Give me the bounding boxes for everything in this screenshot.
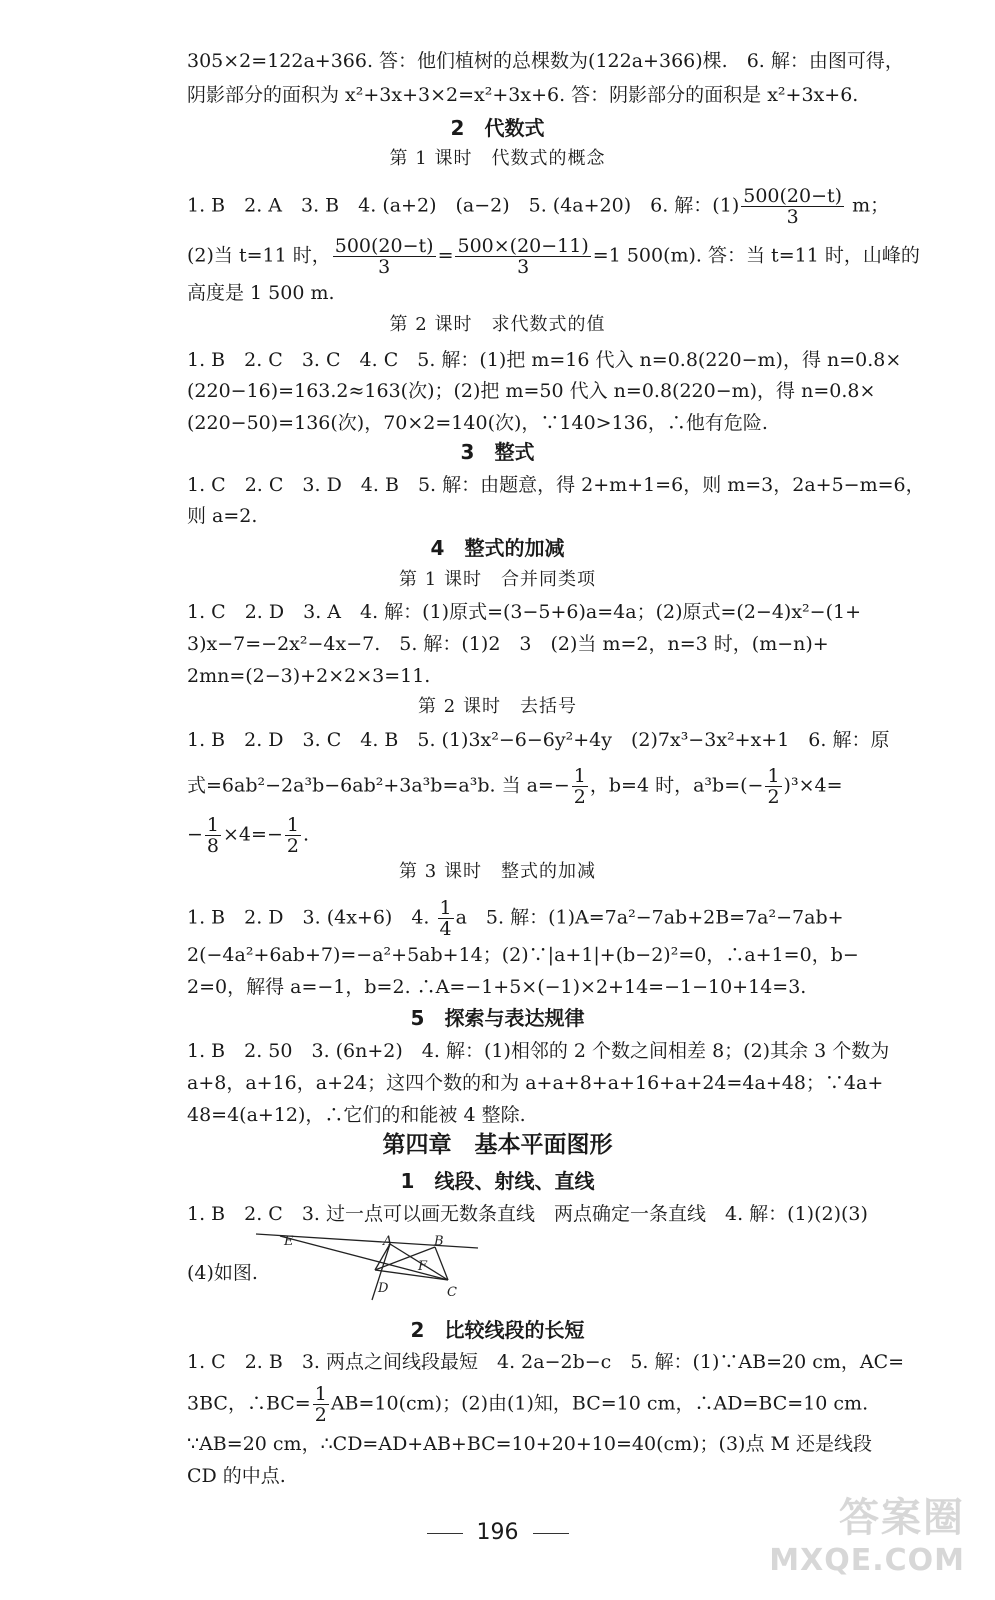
segment-b-c — [435, 1247, 448, 1280]
section-title: 2 比较线段的长短 — [410, 1318, 585, 1342]
point-label-d: D — [378, 1281, 389, 1296]
fraction: $\frac{1}{2}$ — [314, 1383, 327, 1426]
fraction: $\frac{1}{4}$ — [439, 897, 452, 940]
lesson-title: 第 1 课时 代数式的概念 — [389, 148, 606, 169]
point-label-b: B — [434, 1234, 444, 1249]
section-title: 5 探索与表达规律 — [410, 1006, 585, 1030]
fraction: $\frac{1}{2}$ — [286, 814, 299, 857]
geometry-figure — [250, 1228, 485, 1308]
text-line: 2mn=(2−3)+2×2×3=11. — [187, 665, 431, 687]
text-line: − $\frac{1}{8}$ ×4=− $\frac{1}{2}$ . — [187, 814, 310, 857]
text-line: 2=0，解得 a=−1，b=2. ∴A=−1+5×(−1)×2+14=−1−10+14=3. — [187, 976, 807, 998]
section-title: 2 代数式 — [450, 116, 545, 140]
page-number: 196 — [0, 1518, 995, 1548]
fraction: $\frac{1}{8}$ — [206, 814, 220, 857]
fraction: $\frac{500\times(20-11)}{3}$ — [457, 235, 589, 278]
lesson-title: 第 1 课时 合并同类项 — [399, 569, 596, 590]
section-title: 3 整式 — [460, 440, 535, 464]
text-line: 1. B 2. 50 3. (6n+2) 4. 解：(1)相邻的 2 个数之间相差 8；(2)其余 3 个数为 — [187, 1040, 890, 1062]
point-label-f: F — [418, 1259, 428, 1274]
text-line: 式=6ab²−2a³b−6ab²+3a³b=a³b. 当 a=− $\frac{1}{2}$ ，b=4 时，a³b=(− $\frac{1}{2}$ )³×4= — [187, 765, 843, 808]
section-title: 4 整式的加减 — [430, 536, 565, 560]
text-line: (4)如图. — [187, 1262, 258, 1284]
watermark-url: MXQE.COM — [769, 1543, 965, 1578]
text-line: (220−16)=163.2≈163(次)；(2)把 m=50 代入 n=0.8(220−m)，得 n=0.8× — [187, 380, 876, 402]
text-line: 1. B 2. C 3. C 4. C 5. 解：(1)把 m=16 代入 n=0.8(220−m)，得 n=0.8× — [187, 349, 902, 371]
text-line: 1. B 2. C 3. 过一点可以画无数条直线 两点确定一条直线 4. 解：(1)(2)(3) — [187, 1203, 868, 1225]
point-label-c: C — [447, 1285, 457, 1300]
fraction: $\frac{500(20-t)}{3}$ — [743, 185, 843, 228]
watermark — [769, 1486, 965, 1578]
text-line: 1. C 2. B 3. 两点之间线段最短 4. 2a−2b−c 5. 解：(1)∵AB=20 cm，AC= — [187, 1351, 905, 1373]
text-line: 305×2=122a+366. 答：他们植树的总棵数为(122a+366)棵. 6. 解：由图可得， — [187, 50, 904, 72]
text-line: 1. B 2. A 3. B 4. (a+2) (a−2) 5. (4a+20) 6. 解：(1) $\frac{500(20-t)}{3}$ m； — [187, 185, 890, 228]
text-line: 2(−4a²+6ab+7)=−a²+5ab+14；(2)∵|a+1|+(b−2)²=0，∴a+1=0，b− — [187, 944, 859, 966]
text-line: 1. C 2. C 3. D 4. B 5. 解：由题意，得 2+m+1=6，则 m=3，2a+5−m=6， — [187, 474, 925, 496]
text-line: 高度是 1 500 m. — [187, 282, 335, 304]
text-line: a+8，a+16，a+24；这四个数的和为 a+a+8+a+16+a+24=4a+48；∵4a+ — [187, 1072, 884, 1094]
fraction: $\frac{500(20-t)}{3}$ — [334, 235, 434, 278]
text-line: 则 a=2. — [187, 505, 258, 527]
text-line: 1. B 2. D 3. C 4. B 5. (1)3x²−6−6y²+4y (2)7x³−3x²+x+1 6. 解：原 — [187, 729, 890, 751]
text-line: 阴影部分的面积为 x²+3x+3×2=x²+3x+6. 答：阴影部分的面积是 x²+3x+6. — [187, 84, 859, 106]
page-number-dash-left — [427, 1533, 463, 1534]
lesson-title: 第 2 课时 去括号 — [418, 696, 577, 717]
text-line: 48=4(a+12)，∴它们的和能被 4 整除. — [187, 1104, 526, 1126]
point-label-a: A — [383, 1234, 393, 1249]
segment-d-c — [375, 1270, 448, 1280]
fraction: $\frac{1}{2}$ — [767, 765, 780, 808]
text-line: 3)x−7=−2x²−4x−7. 5. 解：(1)2 3 (2)当 m=2，n=3 时，(m−n)+ — [187, 633, 829, 655]
chapter-title: 第四章 基本平面图形 — [382, 1131, 613, 1158]
text-line: (2)当 t=11 时， $\frac{500(20-t)}{3}$ = $\frac{500\times(20-11)}{3}$ =1 500(m). 答：当 t=11 时，山峰的 — [187, 235, 920, 278]
lesson-title: 第 2 课时 求代数式的值 — [389, 314, 606, 335]
fraction: $\frac{1}{2}$ — [573, 765, 586, 808]
text-line: 3BC，∴BC= $\frac{1}{2}$ AB=10(cm)；(2)由(1)知，BC=10 cm，∴AD=BC=10 cm. — [187, 1383, 869, 1426]
watermark-logo-text: 答案圈 — [839, 1495, 965, 1541]
page-number-dash-right — [533, 1533, 569, 1534]
section-title: 1 线段、射线、直线 — [400, 1169, 595, 1193]
point-label-e: E — [284, 1234, 294, 1249]
text-line: (220−50)=136(次)，70×2=140(次)，∵140>136，∴他有危险. — [187, 412, 768, 434]
text-line: 1. C 2. D 3. A 4. 解：(1)原式=(3−5+6)a=4a；(2)原式=(2−4)x²−(1+ — [187, 601, 862, 623]
lesson-title: 第 3 课时 整式的加减 — [399, 861, 596, 882]
text-line: 1. B 2. D 3. (4x+6) 4. $\frac{1}{4}$ a 5. 解：(1)A=7a²−7ab+2B=7a²−7ab+ — [187, 897, 844, 940]
text-line: CD 的中点. — [187, 1465, 286, 1487]
text-line: ∵AB=20 cm，∴CD=AD+AB+BC=10+20+10=40(cm)；(3)点 M 还是线段 — [187, 1433, 872, 1455]
